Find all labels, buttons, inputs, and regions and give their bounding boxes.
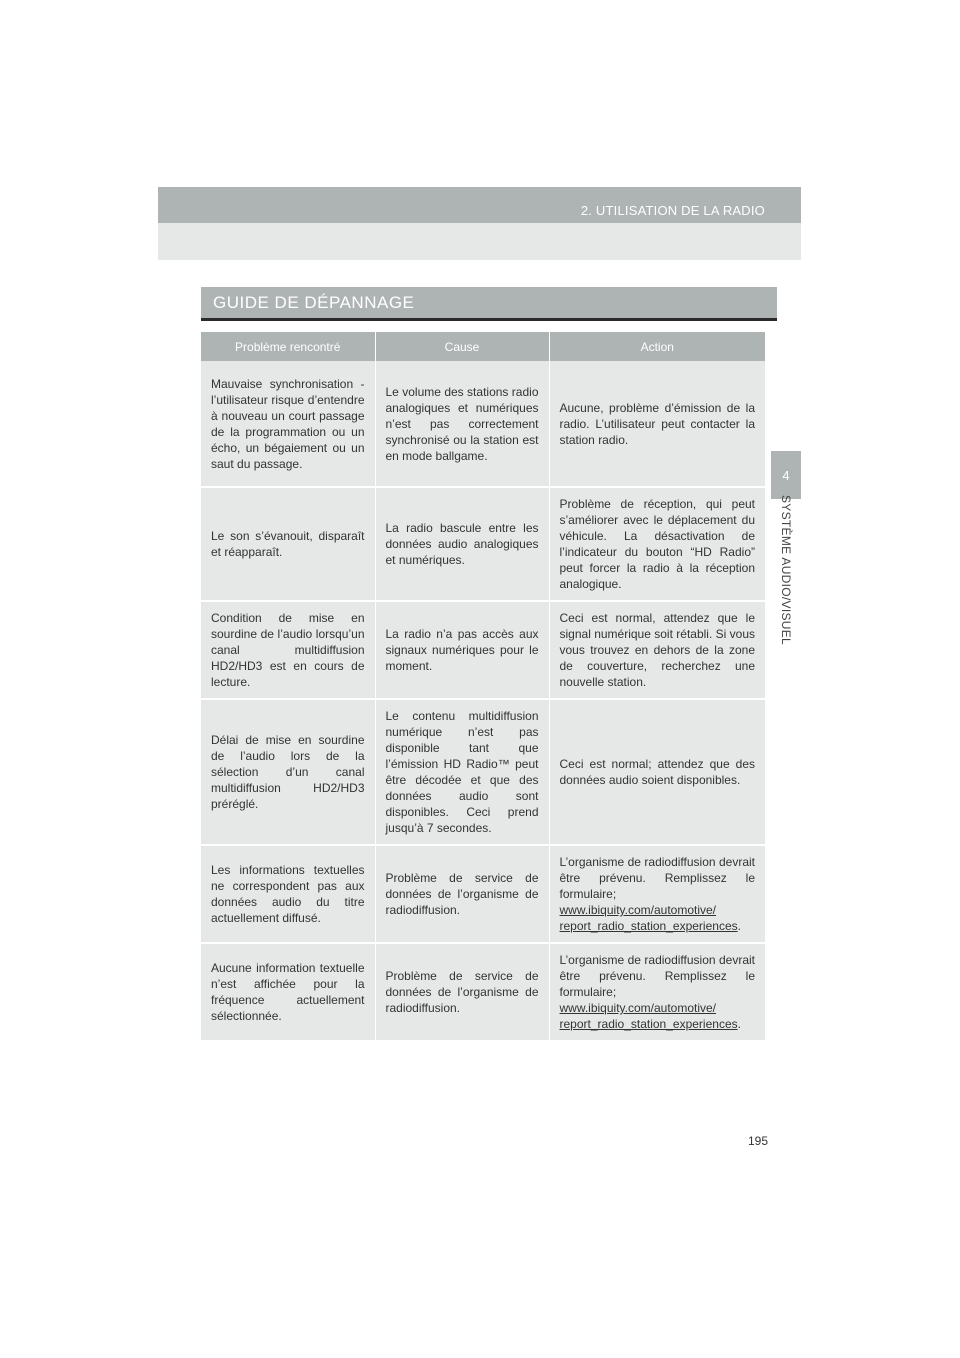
section-title: GUIDE DE DÉPANNAGE xyxy=(213,292,415,312)
action-end: . xyxy=(737,1017,741,1031)
cause-cell: Problème de service de données de l’organisme de radiodiffusion. xyxy=(375,845,549,943)
problem-cell: Le son s’évanouit, disparaît et réapparaît. xyxy=(201,487,375,601)
troubleshooting-table xyxy=(201,332,765,1040)
problem-cell: Mauvaise synchronisation - l’utilisateur risque d’entendre à nouveau un court passage de la programmation ou un écho, un bégaiement ou un saut du passage. xyxy=(201,361,375,487)
action-cell: Problème de réception, qui peut s’améliorer avec le déplacement du véhicule. La désactivation de l’indicateur du bouton “HD Radio” peut forcer la radio à la réception analogique. xyxy=(549,487,765,601)
action-cell: Ceci est normal, attendez que le signal numérique soit rétabli. Si vous vous trouvez en dehors de la zone de couverture, recherchez une nouvelle station. xyxy=(549,601,765,699)
action-cell xyxy=(549,845,765,943)
problem-cell: Condition de mise en sourdine de l’audio lorsqu’un canal multidiffusion HD2/HD3 est en cours de lecture. xyxy=(201,601,375,699)
column-header-cause: Cause xyxy=(375,332,549,361)
report-link[interactable]: www.ibiquity.com/automotive/ xyxy=(559,1001,717,1015)
table-header-row xyxy=(201,332,765,361)
report-link-continued[interactable]: report_radio_station_experiences xyxy=(559,1017,738,1031)
cause-cell: Problème de service de données de l’organisme de radiodiffusion. xyxy=(375,943,549,1040)
column-header-problem: Problème rencontré xyxy=(201,332,375,361)
cause-cell: Le volume des stations radio analogiques et numériques n’est pas correctement synchronisé ou la station est en mode ballgame. xyxy=(375,361,549,487)
table-row xyxy=(201,943,765,1040)
chapter-number: 4 xyxy=(782,467,790,483)
header-band-lower xyxy=(158,223,801,260)
action-text: L’organisme de radiodiffusion devrait être prévenu. Remplissez le formulaire; xyxy=(559,855,755,901)
breadcrumb: 2. UTILISATION DE LA RADIO xyxy=(580,203,765,218)
page-number: 195 xyxy=(748,1134,769,1148)
table-row xyxy=(201,845,765,943)
chapter-tab xyxy=(771,451,801,499)
table-row xyxy=(201,699,765,845)
action-cell: Ceci est normal; attendez que des données audio soient disponibles. xyxy=(549,699,765,845)
chapter-label: SYSTÈME AUDIO/VISUEL xyxy=(779,494,793,646)
table-row xyxy=(201,487,765,601)
column-header-action: Action xyxy=(549,332,765,361)
problem-cell: Les informations textuelles ne correspondent pas aux données audio du titre actuellement diffusé. xyxy=(201,845,375,943)
report-link-continued[interactable]: report_radio_station_experiences xyxy=(559,919,738,933)
action-text: L’organisme de radiodiffusion devrait être prévenu. Remplissez le formulaire; xyxy=(559,953,755,999)
cause-cell: La radio n’a pas accès aux signaux numériques pour le moment. xyxy=(375,601,549,699)
action-cell: Aucune, problème d’émission de la radio. L’utilisateur peut contacter la station radio. xyxy=(549,361,765,487)
cause-cell: Le contenu multidiffusion numérique n’est pas disponible tant que l’émission HD Radio™ peut être décodée et que des données audio sont disponibles. Ceci prend jusqu’à 7 secondes. xyxy=(375,699,549,845)
problem-cell: Aucune information textuelle n’est affichée pour la fréquence actuellement sélectionnée. xyxy=(201,943,375,1040)
report-link[interactable]: www.ibiquity.com/automotive/ xyxy=(559,903,717,917)
cause-cell: La radio bascule entre les données audio analogiques et numériques. xyxy=(375,487,549,601)
action-cell xyxy=(549,943,765,1040)
section-title-bar xyxy=(201,287,777,321)
problem-cell: Délai de mise en sourdine de l’audio lors de la sélection d’un canal multidiffusion HD2/HD3 préréglé. xyxy=(201,699,375,845)
action-end: . xyxy=(737,919,741,933)
table-row xyxy=(201,361,765,487)
table-row xyxy=(201,601,765,699)
